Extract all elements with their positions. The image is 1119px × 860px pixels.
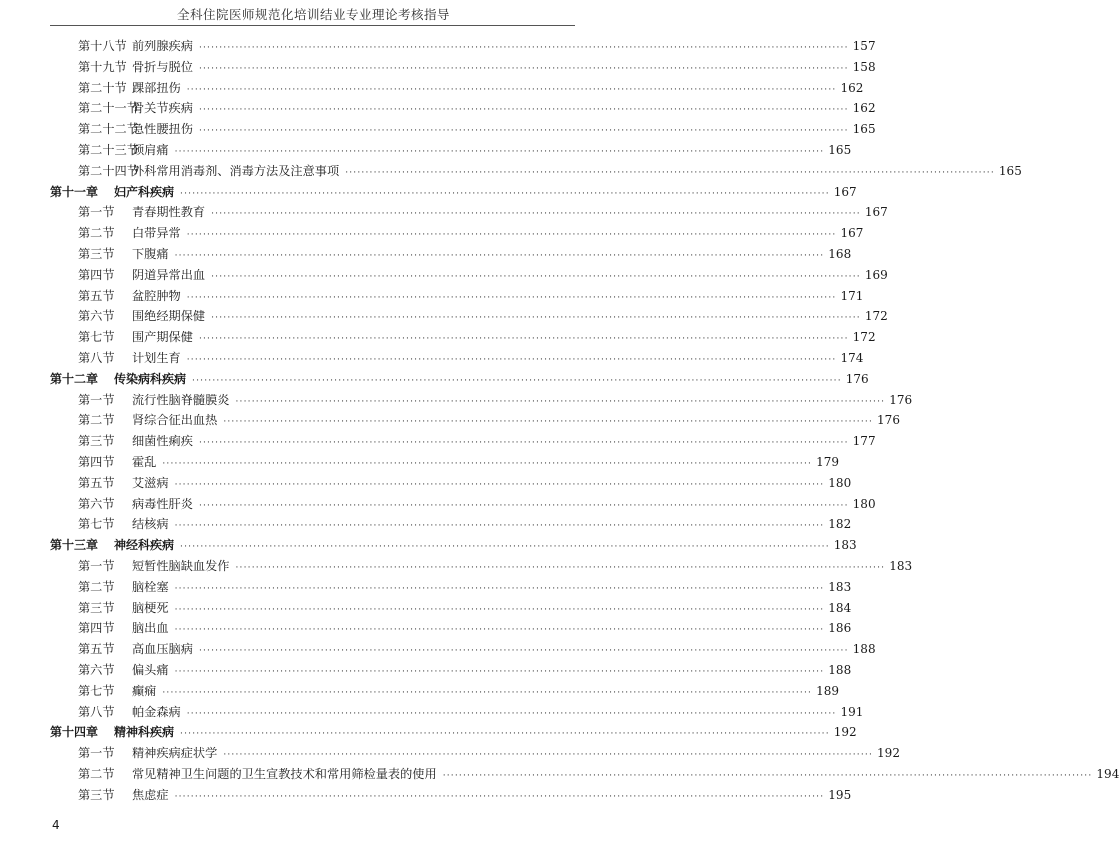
toc-page-number: 176 (845, 371, 869, 386)
toc-dot-leader: ································································································································································ (174, 479, 825, 490)
toc-entry-number: 第一节 (78, 205, 115, 220)
toc-page-number: 180 (828, 475, 852, 490)
toc-page-number: 167 (833, 184, 857, 199)
toc-entry-number: 第一节 (78, 746, 115, 761)
toc-entry-title: 盆腔肿物 (132, 288, 181, 303)
toc-dot-leader: ································································································································································ (198, 500, 849, 511)
toc-page-number: 158 (852, 59, 876, 74)
toc-entry-title: 传染病科疾病 (114, 371, 187, 386)
toc-entry-number: 第二十一节 (78, 101, 139, 116)
toc-dot-leader: ································································································································································ (180, 729, 830, 740)
toc-dot-leader: ································································································································································ (180, 542, 830, 553)
toc-dot-leader: ································································································································································ (345, 167, 995, 178)
toc-entry-title: 踝部扭伤 (132, 80, 181, 95)
toc-entry-title: 偏头痛 (132, 662, 169, 677)
toc-section-row (50, 681, 840, 702)
toc-dot-leader: ································································································································································ (198, 334, 849, 345)
toc-page-number: 162 (852, 101, 876, 116)
toc-entry-number: 第一节 (78, 558, 115, 573)
toc-section-row (50, 639, 876, 660)
toc-dot-leader: ································································································································································ (174, 666, 825, 677)
toc-page-number: 168 (828, 246, 852, 261)
toc-dot-leader: ································································································································································ (174, 146, 825, 157)
toc-dot-leader: ································································································································································ (162, 458, 813, 469)
toc-entry-title: 计划生育 (132, 350, 181, 365)
toc-entry-title: 常见精神卫生问题的卫生宣教技术和常用筛检量表的使用 (132, 766, 437, 781)
toc-entry-title: 下腹痛 (132, 246, 169, 261)
toc-page-number: 165 (852, 122, 876, 137)
toc-entry-number: 第六节 (78, 309, 115, 324)
toc-page-number: 176 (877, 413, 900, 428)
toc-entry-title: 脑出血 (132, 621, 169, 636)
toc-dot-leader: ································································································································································ (186, 292, 837, 303)
toc-entry-title: 病毒性肝炎 (132, 496, 193, 511)
running-header: 全科住院医师规范化培训结业专业理论考核指导 (176, 7, 450, 22)
toc-entry-number: 第三节 (78, 246, 115, 261)
toc-entry-title: 焦虑症 (132, 787, 169, 802)
toc-entry-title: 霍乱 (132, 454, 157, 469)
toc-entry-number: 第四节 (78, 621, 115, 636)
toc-entry-title: 围绝经期保健 (132, 309, 206, 324)
toc-entry-number: 第六节 (78, 496, 115, 511)
toc-page-number: 174 (840, 350, 864, 365)
header-divider (50, 25, 575, 26)
toc-entry-number: 第十四章 (50, 725, 99, 740)
toc-section-row (50, 57, 876, 78)
toc-page-number: 186 (828, 621, 852, 636)
toc-entry-number: 第二十四节 (78, 163, 139, 178)
toc-entry-number: 第五节 (78, 642, 115, 657)
toc-dot-leader: ································································································································································ (186, 708, 837, 719)
toc-page-number: 184 (828, 600, 852, 615)
toc-page-number: 162 (840, 80, 864, 95)
toc-section-row (50, 764, 1119, 785)
toc-entry-number: 第五节 (78, 288, 115, 303)
toc-dot-leader: ································································································································································ (192, 375, 842, 386)
toc-entry-number: 第三节 (78, 434, 115, 449)
toc-page-number: 167 (864, 205, 888, 220)
toc-section-row (50, 410, 900, 431)
toc-page-number: 165 (828, 142, 852, 157)
toc-dot-leader: ································································································································································ (174, 791, 825, 802)
toc-section-row (50, 140, 852, 161)
toc-section-row (50, 494, 876, 515)
toc-section-row (50, 36, 876, 57)
toc-entry-number: 第二节 (78, 579, 115, 594)
toc-entry-title: 高血压脑病 (132, 642, 193, 657)
toc-section-row (50, 785, 852, 806)
toc-entry-title: 帕金森病 (132, 704, 181, 719)
toc-entry-number: 第八节 (78, 350, 115, 365)
toc-entry-number: 第二十二节 (78, 122, 139, 137)
toc-entry-number: 第十三章 (50, 538, 99, 553)
toc-page-number: 189 (816, 683, 840, 698)
toc-page-number: 177 (852, 434, 876, 449)
toc-dot-leader: ································································································································································ (198, 43, 849, 53)
toc-entry-title: 精神疾病症状学 (132, 746, 218, 761)
toc-dot-leader: ································································································································································ (174, 604, 825, 615)
toc-section-row (50, 473, 852, 494)
toc-page-number: 191 (840, 704, 864, 719)
toc-section-row (50, 327, 876, 348)
toc-entry-title: 前列腺疾病 (132, 39, 193, 53)
toc-section-row (50, 78, 864, 99)
toc-entry-number: 第十九节 (78, 59, 127, 74)
toc-entry-title: 外科常用消毒剂、消毒方法及注意事项 (132, 163, 340, 178)
toc-dot-leader: ································································································································································ (186, 354, 837, 365)
toc-page-number: 165 (998, 163, 1022, 178)
toc-section-row (50, 598, 852, 619)
toc-section-row (50, 202, 888, 223)
toc-entry-title: 青春期性教育 (132, 205, 206, 220)
toc-page-number: 183 (828, 579, 852, 594)
toc-entry-title: 脑梗死 (132, 600, 169, 615)
toc-page-number: 172 (864, 309, 888, 324)
toc-page-number: 167 (840, 226, 864, 241)
toc-page-number: 183 (833, 538, 857, 553)
toc-section-row (50, 431, 876, 452)
toc-dot-leader: ································································································································································ (223, 417, 874, 428)
toc-page-number: 195 (828, 787, 852, 802)
toc-entry-number: 第十二章 (50, 371, 99, 386)
toc-page-number: 194 (1096, 766, 1119, 781)
toc-section-row (50, 119, 876, 140)
toc-section-row (50, 577, 852, 598)
toc-entry-number: 第六节 (78, 662, 115, 677)
toc-entry-title: 流行性脑脊髓膜炎 (132, 392, 230, 407)
toc-entry-title: 肾综合征出血热 (132, 413, 218, 428)
toc-dot-leader: ································································································································································ (198, 126, 849, 137)
toc-entry-title: 癫痫 (132, 683, 157, 698)
toc-dot-leader: ································································································································································ (198, 438, 849, 449)
toc-dot-leader: ································································································································································ (198, 105, 849, 116)
toc-section-row (50, 223, 864, 244)
toc-entry-title: 阴道异常出血 (132, 267, 206, 282)
toc-page-number: 183 (889, 558, 913, 573)
toc-dot-leader: ································································································································································ (180, 188, 830, 199)
page-number: 4 (52, 818, 60, 832)
toc-entry-number: 第八节 (78, 704, 115, 719)
toc-entry-title: 细菌性痢疾 (132, 434, 193, 449)
toc-section-row (50, 265, 888, 286)
toc-dot-leader: ································································································································································ (211, 313, 861, 324)
toc-page-number: 171 (840, 288, 864, 303)
toc-page-number: 188 (828, 662, 852, 677)
toc-entry-number: 第一节 (78, 392, 115, 407)
toc-section-row (50, 702, 864, 723)
toc-section-row (50, 306, 888, 327)
toc-dot-leader: ································································································································································ (174, 250, 825, 261)
toc-entry-number: 第五节 (78, 475, 115, 490)
toc-dot-leader: ································································································································································ (235, 396, 886, 407)
toc-section-row (50, 452, 840, 473)
toc-page-number: 179 (816, 454, 840, 469)
toc-entry-number: 第七节 (78, 330, 115, 345)
toc-entry-number: 第二节 (78, 413, 115, 428)
toc-dot-leader: ································································································································································ (174, 625, 825, 636)
toc-page-number: 180 (852, 496, 876, 511)
toc-entry-title: 白带异常 (132, 226, 181, 241)
toc-entry-title: 精神科疾病 (114, 725, 175, 740)
toc-dot-leader: ································································································································································ (174, 521, 825, 532)
toc-dot-leader: ································································································································································ (223, 750, 874, 761)
toc-dot-leader: ································································································································································ (442, 770, 1093, 781)
toc-section-row (50, 618, 852, 639)
toc-entry-title: 骨关节疾病 (132, 101, 193, 116)
toc-section-row (50, 244, 852, 265)
toc-entry-title: 颈肩痛 (132, 142, 169, 157)
toc-entry-number: 第二节 (78, 226, 115, 241)
toc-dot-leader: ································································································································································ (174, 583, 825, 594)
toc-entry-title: 短暂性脑缺血发作 (132, 558, 230, 573)
toc-entry-number: 第十八节 (78, 39, 127, 53)
toc-page-number: 169 (864, 267, 888, 282)
toc-dot-leader: ································································································································································ (198, 63, 849, 74)
toc-entry-title: 艾滋病 (132, 475, 169, 490)
toc-entry-title: 脑栓塞 (132, 579, 169, 594)
toc-section-row (50, 348, 864, 369)
toc-entry-number: 第七节 (78, 683, 115, 698)
toc-chapter-row (50, 369, 869, 390)
toc-section-row (50, 556, 913, 577)
toc-dot-leader: ································································································································································ (162, 687, 813, 698)
toc-page-number: 182 (828, 517, 852, 532)
toc-section-row (50, 743, 900, 764)
toc-page-number: 192 (833, 725, 857, 740)
table-of-contents (50, 36, 1119, 805)
toc-entry-number: 第四节 (78, 267, 115, 282)
toc-dot-leader: ································································································································································ (198, 646, 849, 657)
toc-page-number: 188 (852, 642, 876, 657)
toc-entry-number: 第三节 (78, 787, 115, 802)
toc-page-number: 172 (852, 330, 876, 345)
toc-entry-title: 围产期保健 (132, 330, 193, 345)
toc-entry-number: 第四节 (78, 454, 115, 469)
toc-entry-number: 第二十三节 (78, 142, 139, 157)
toc-page-number: 176 (889, 392, 913, 407)
toc-dot-leader: ································································································································································ (211, 209, 861, 220)
toc-chapter-row (50, 182, 857, 203)
toc-page-number: 192 (877, 746, 900, 761)
toc-section-row (50, 390, 913, 411)
toc-entry-title: 妇产科疾病 (114, 184, 175, 199)
toc-chapter-row (50, 535, 857, 556)
toc-page-number: 157 (852, 39, 876, 53)
toc-entry-title: 神经科疾病 (114, 538, 175, 553)
toc-entry-number: 第二节 (78, 766, 115, 781)
toc-section-row (50, 660, 852, 681)
toc-dot-leader: ································································································································································ (186, 230, 837, 241)
toc-section-row (50, 514, 852, 535)
toc-dot-leader: ································································································································································ (186, 84, 837, 95)
toc-dot-leader: ································································································································································ (235, 562, 886, 573)
toc-entry-number: 第三节 (78, 600, 115, 615)
toc-section-row (50, 161, 1022, 182)
toc-entry-title: 结核病 (132, 517, 169, 532)
toc-entry-title: 骨折与脱位 (132, 59, 193, 74)
toc-section-row (50, 286, 864, 307)
toc-entry-number: 第十一章 (50, 184, 99, 199)
toc-entry-number: 第七节 (78, 517, 115, 532)
toc-entry-number: 第二十节 (78, 80, 127, 95)
toc-entry-title: 急性腰扭伤 (132, 122, 193, 137)
toc-chapter-row (50, 722, 857, 743)
toc-dot-leader: ································································································································································ (211, 271, 861, 282)
toc-section-row (50, 98, 876, 119)
